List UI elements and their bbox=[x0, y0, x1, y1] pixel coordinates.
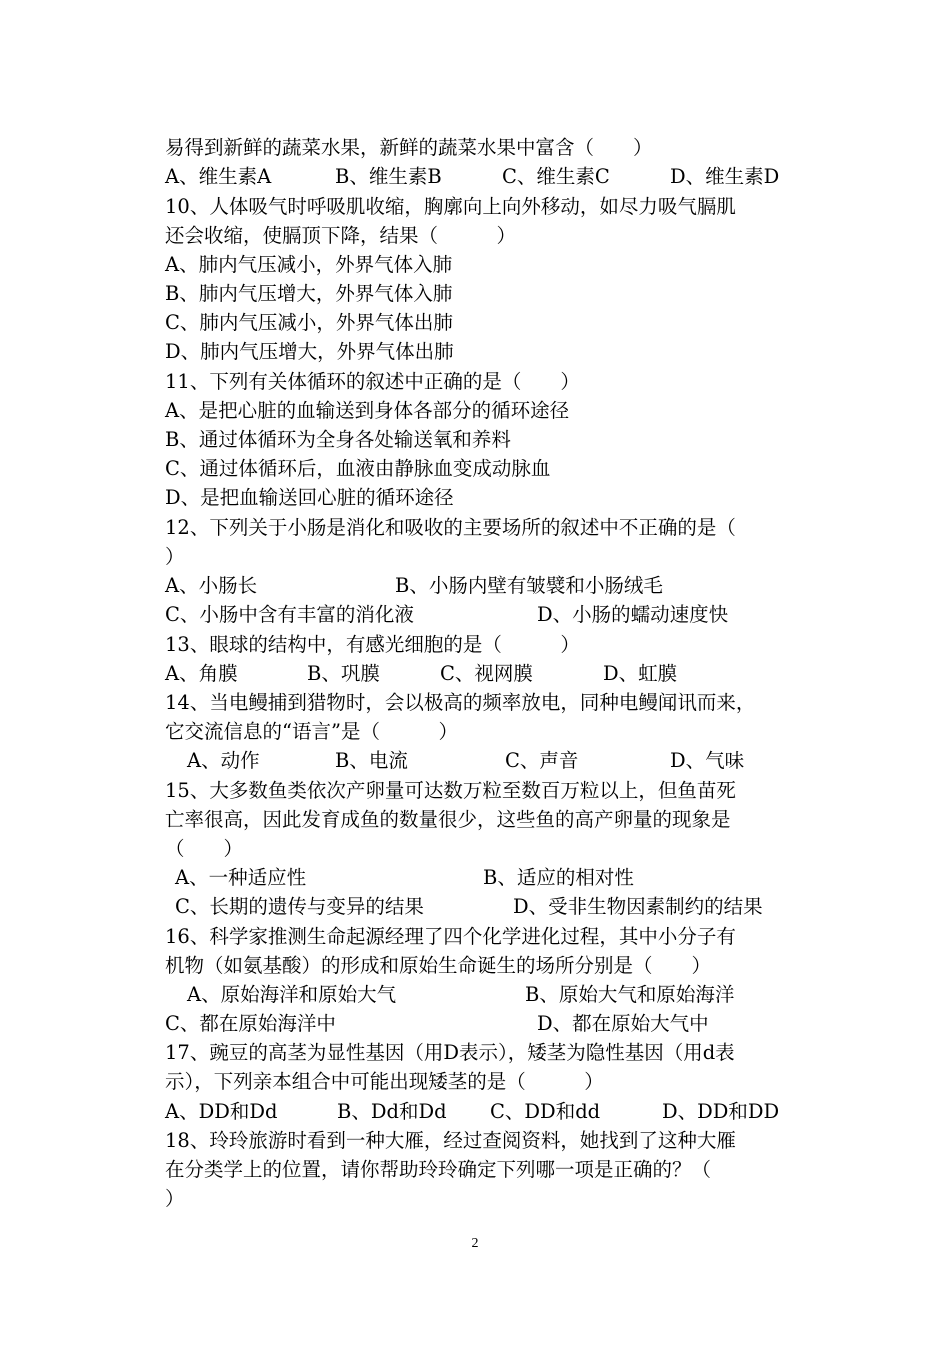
text-line: A、肺内气压减小，外界气体入肺 bbox=[165, 253, 453, 276]
text-line: C、通过体循环后，血液由静脉血变成动脉血 bbox=[165, 457, 551, 480]
text-line: A、是把心脏的血输送到身体各部分的循环途径 bbox=[165, 399, 570, 422]
text-line: 易得到新鲜的蔬菜水果，新鲜的蔬菜水果中富含（ ） bbox=[165, 136, 653, 159]
option-text: A、动作 bbox=[187, 749, 260, 772]
text-line: ） bbox=[165, 1187, 185, 1210]
page-number: 2 bbox=[471, 1236, 479, 1251]
text-line bbox=[165, 746, 805, 775]
text-line: 10、人体吸气时呼吸肌收缩，胸廓向上向外移动，如尽力吸气膈肌 bbox=[165, 195, 736, 218]
text-line: 在分类学上的位置，请你帮助玲玲确定下列哪一项是正确的？（ bbox=[165, 1158, 712, 1181]
option-text: D、维生素D bbox=[670, 165, 780, 188]
option-text: B、原始大气和原始海洋 bbox=[525, 983, 735, 1006]
option-text: A、角膜 bbox=[165, 662, 238, 685]
option-text: A、小肠长 bbox=[165, 574, 258, 597]
option-text: C、小肠中含有丰富的消化液 bbox=[165, 603, 414, 626]
text-line bbox=[165, 162, 805, 191]
text-line: 11、下列有关体循环的叙述中正确的是（ ） bbox=[165, 370, 580, 393]
option-text: C、视网膜 bbox=[440, 662, 533, 685]
option-text: A、原始海洋和原始大气 bbox=[187, 983, 397, 1006]
option-text: A、DD和Dd bbox=[165, 1100, 278, 1123]
option-text: B、电流 bbox=[335, 749, 408, 772]
text-line bbox=[165, 571, 805, 600]
text-line bbox=[165, 1009, 805, 1038]
option-text: D、气味 bbox=[670, 749, 745, 772]
text-line: 15、大多数鱼类依次产卵量可达数万粒至数百万粒以上，但鱼苗死 bbox=[165, 779, 736, 802]
option-text: D、DD和DD bbox=[662, 1100, 780, 1123]
option-text: C、DD和dd bbox=[490, 1100, 601, 1123]
option-text: B、巩膜 bbox=[307, 662, 380, 685]
option-text: C、长期的遗传与变异的结果 bbox=[175, 895, 424, 918]
text-line: 机物（如氨基酸）的形成和原始生命诞生的场所分别是（ ） bbox=[165, 954, 712, 977]
option-text: D、虹膜 bbox=[603, 662, 678, 685]
text-line: B、通过体循环为全身各处输送氧和养料 bbox=[165, 428, 511, 451]
text-line bbox=[165, 659, 805, 688]
option-text: D、小肠的蠕动速度快 bbox=[537, 603, 729, 626]
option-text: B、小肠内壁有皱襞和小肠绒毛 bbox=[395, 574, 663, 597]
text-line: C、肺内气压减小，外界气体出肺 bbox=[165, 311, 453, 334]
text-line bbox=[165, 863, 805, 892]
text-line: B、肺内气压增大，外界气体入肺 bbox=[165, 282, 453, 305]
text-line: 18、玲玲旅游时看到一种大雁，经过查阅资料，她找到了这种大雁 bbox=[165, 1129, 736, 1152]
text-line bbox=[165, 600, 805, 629]
text-line bbox=[165, 980, 805, 1009]
option-text: D、都在原始大气中 bbox=[537, 1012, 709, 1035]
option-text: B、维生素B bbox=[335, 165, 442, 188]
option-text: D、受非生物因素制约的结果 bbox=[513, 895, 763, 918]
text-line: 12、下列关于小肠是消化和吸收的主要场所的叙述中不正确的是（ bbox=[165, 516, 736, 539]
text-line bbox=[165, 892, 805, 921]
option-text: A、一种适应性 bbox=[175, 866, 307, 889]
text-line: 它交流信息的“语言”是（ ） bbox=[165, 720, 458, 743]
text-line: 示），下列亲本组合中可能出现矮茎的是（ ） bbox=[165, 1070, 604, 1093]
option-text: C、声音 bbox=[505, 749, 579, 772]
option-text: B、适应的相对性 bbox=[483, 866, 634, 889]
text-line: D、是把血输送回心脏的循环途径 bbox=[165, 486, 454, 509]
option-text: B、Dd和Dd bbox=[337, 1100, 447, 1123]
text-line: 13、眼球的结构中，有感光细胞的是（ ） bbox=[165, 633, 580, 656]
option-text: A、维生素A bbox=[165, 165, 272, 188]
text-line: 16、科学家推测生命起源经理了四个化学进化过程，其中小分子有 bbox=[165, 925, 736, 948]
text-line: （ ） bbox=[165, 837, 244, 860]
option-text: C、都在原始海洋中 bbox=[165, 1012, 336, 1035]
text-line: D、肺内气压增大，外界气体出肺 bbox=[165, 340, 454, 363]
text-line: 14、当电鳗捕到猎物时，会以极高的频率放电，同种电鳗闻讯而来， bbox=[165, 691, 756, 714]
text-line: 亡率很高，因此发育成鱼的数量很少，这些鱼的高产卵量的现象是 bbox=[165, 808, 731, 831]
text-line bbox=[165, 1097, 805, 1126]
option-text: C、维生素C bbox=[502, 165, 610, 188]
text-line: 17、豌豆的高茎为显性基因（用D表示），矮茎为隐性基因（用d表 bbox=[165, 1041, 735, 1064]
text-line: ） bbox=[165, 545, 185, 568]
text-line: 还会收缩，使膈顶下降，结果（ ） bbox=[165, 224, 517, 247]
